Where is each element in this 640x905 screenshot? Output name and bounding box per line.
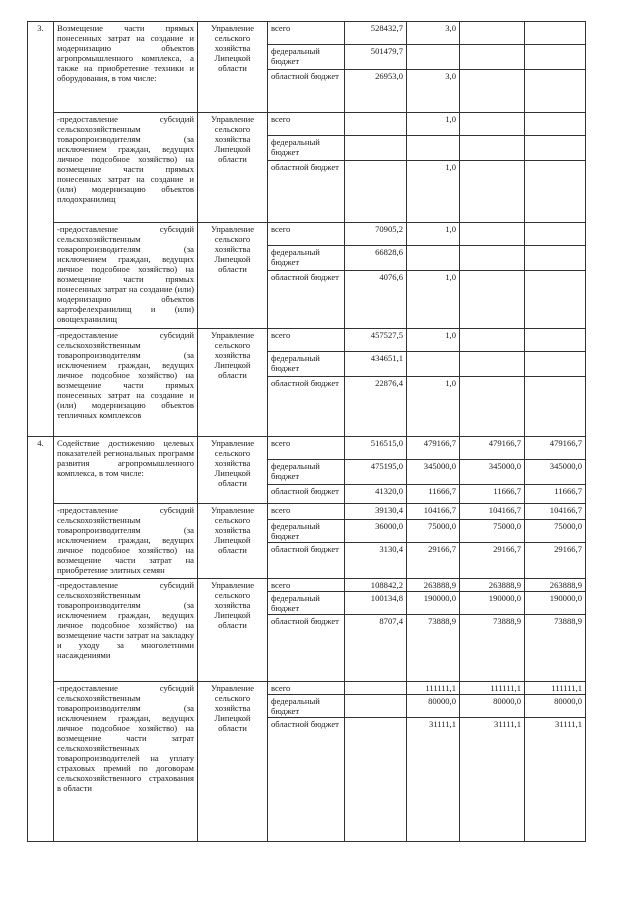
- value-cell: [345, 136, 407, 161]
- funding-source: всего: [268, 682, 345, 695]
- value-cell: 29166,7: [460, 543, 525, 579]
- value-cell: 73888,9: [460, 615, 525, 682]
- funding-source: федеральный бюджет: [268, 695, 345, 718]
- value-cell: [407, 352, 460, 377]
- value-cell: 1,0: [407, 271, 460, 329]
- value-cell: 345000,0: [460, 460, 525, 485]
- funding-source: федеральный бюджет: [268, 592, 345, 615]
- value-cell: 1,0: [407, 161, 460, 223]
- funding-source: всего: [268, 329, 345, 352]
- value-cell: 73888,9: [525, 615, 586, 682]
- section-number: 4.: [28, 437, 54, 842]
- value-cell: 41320,0: [345, 485, 407, 504]
- value-cell: 11666,7: [460, 485, 525, 504]
- value-cell: 190000,0: [407, 592, 460, 615]
- value-cell: 190000,0: [525, 592, 586, 615]
- funding-source: всего: [268, 113, 345, 136]
- value-cell: 345000,0: [525, 460, 586, 485]
- value-cell: 70905,2: [345, 223, 407, 246]
- funding-source: федеральный бюджет: [268, 246, 345, 271]
- value-cell: [345, 695, 407, 718]
- value-cell: 80000,0: [525, 695, 586, 718]
- value-cell: 80000,0: [460, 695, 525, 718]
- value-cell: 479166,7: [407, 437, 460, 460]
- value-cell: 434651,1: [345, 352, 407, 377]
- value-cell: [525, 223, 586, 246]
- table-row: [28, 504, 586, 520]
- value-cell: 111111,1: [407, 682, 460, 695]
- value-cell: [345, 682, 407, 695]
- value-cell: 11666,7: [525, 485, 586, 504]
- value-cell: 80000,0: [407, 695, 460, 718]
- value-cell: [525, 161, 586, 223]
- funding-source: областной бюджет: [268, 543, 345, 579]
- value-cell: [460, 136, 525, 161]
- funding-source: всего: [268, 504, 345, 520]
- table-row: [28, 682, 586, 695]
- value-cell: 104166,7: [460, 504, 525, 520]
- funding-source: областной бюджет: [268, 70, 345, 113]
- measure-name: Содействие достижению целевых показателей региональных программ развития агропромышленного комплекса, в том числе:: [54, 437, 198, 504]
- funding-source: всего: [268, 437, 345, 460]
- value-cell: 104166,7: [525, 504, 586, 520]
- measure-name: -предоставление субсидий сельскохозяйственным товаропроизводителям (за исключением граждан, ведущих личное подсобное хозяйство) на возмещение части затрат сельскохозяйственных товаропроизводителей на уплату страховых премий по договорам сельскохозяйственного страхования в области: [54, 682, 198, 842]
- value-cell: 75000,0: [407, 520, 460, 543]
- measure-name: -предоставление субсидий сельскохозяйственным товаропроизводителям (за исключением граждан, ведущих личное подсобное хозяйство) на возмещение части затрат на приобретение элитных семян: [54, 504, 198, 579]
- funding-source: всего: [268, 223, 345, 246]
- value-cell: 263888,9: [460, 579, 525, 592]
- executor: Управление сельского хозяйства Липецкой области: [198, 437, 268, 504]
- measure-name: Возмещение части прямых понесенных затрат на создание и модернизацию объектов агропромышленного комплекса, а также на приобретение техники и оборудования, в том числе:: [54, 22, 198, 113]
- value-cell: [460, 377, 525, 437]
- funding-source: федеральный бюджет: [268, 520, 345, 543]
- value-cell: [525, 70, 586, 113]
- value-cell: 1,0: [407, 377, 460, 437]
- value-cell: 31111,1: [525, 718, 586, 842]
- value-cell: [525, 22, 586, 45]
- value-cell: 528432,7: [345, 22, 407, 45]
- executor: Управление сельского хозяйства Липецкой области: [198, 223, 268, 329]
- value-cell: 501479,7: [345, 45, 407, 70]
- value-cell: [525, 271, 586, 329]
- table-row: [28, 437, 586, 460]
- value-cell: 516515,0: [345, 437, 407, 460]
- funding-source: областной бюджет: [268, 161, 345, 223]
- value-cell: 100134,8: [345, 592, 407, 615]
- value-cell: 111111,1: [460, 682, 525, 695]
- value-cell: 475195,0: [345, 460, 407, 485]
- value-cell: 31111,1: [460, 718, 525, 842]
- value-cell: [460, 45, 525, 70]
- value-cell: 263888,9: [525, 579, 586, 592]
- value-cell: 8707,4: [345, 615, 407, 682]
- value-cell: 3130,4: [345, 543, 407, 579]
- measure-name: -предоставление субсидий сельскохозяйственным товаропроизводителям (за исключением граждан, ведущих личное подсобное хозяйство) на возмещение части затрат на закладку и уходу за многолетними насаждениями: [54, 579, 198, 682]
- value-cell: 29166,7: [525, 543, 586, 579]
- value-cell: [407, 45, 460, 70]
- table-row: [28, 113, 586, 136]
- executor: Управление сельского хозяйства Липецкой области: [198, 22, 268, 113]
- value-cell: [345, 113, 407, 136]
- value-cell: [345, 161, 407, 223]
- measure-name: -предоставление субсидий сельскохозяйственным товаропроизводителям (за исключением граждан, ведущих личное подсобное хозяйство) на возмещение части прямых понесенных затрат на создание (или) модернизацию объектов картофелехранилищ и (или) овощехранилищ: [54, 223, 198, 329]
- value-cell: [460, 161, 525, 223]
- funding-source: областной бюджет: [268, 271, 345, 329]
- table-row: [28, 329, 586, 352]
- value-cell: 1,0: [407, 329, 460, 352]
- value-cell: [345, 718, 407, 842]
- value-cell: 73888,9: [407, 615, 460, 682]
- table-row: [28, 22, 586, 45]
- budget-table: [27, 21, 586, 842]
- value-cell: 75000,0: [525, 520, 586, 543]
- executor: Управление сельского хозяйства Липецкой области: [198, 504, 268, 579]
- measure-name: -предоставление субсидий сельскохозяйственным товаропроизводителям (за исключением граждан, ведущих личное подсобное хозяйство) на возмещение части прямых понесенных затрат на создание и (или) модернизацию объектов тепличных комплексов: [54, 329, 198, 437]
- value-cell: [460, 246, 525, 271]
- table-row: [28, 223, 586, 246]
- value-cell: [460, 70, 525, 113]
- value-cell: [525, 45, 586, 70]
- table-row: [28, 579, 586, 592]
- funding-source: федеральный бюджет: [268, 136, 345, 161]
- funding-source: областной бюджет: [268, 377, 345, 437]
- value-cell: [460, 22, 525, 45]
- value-cell: [460, 271, 525, 329]
- value-cell: 66828,6: [345, 246, 407, 271]
- value-cell: 26953,0: [345, 70, 407, 113]
- value-cell: 3,0: [407, 22, 460, 45]
- funding-source: областной бюджет: [268, 615, 345, 682]
- executor: Управление сельского хозяйства Липецкой области: [198, 113, 268, 223]
- value-cell: 479166,7: [460, 437, 525, 460]
- value-cell: [460, 329, 525, 352]
- value-cell: 345000,0: [407, 460, 460, 485]
- value-cell: [407, 136, 460, 161]
- value-cell: 263888,9: [407, 579, 460, 592]
- value-cell: 4076,6: [345, 271, 407, 329]
- value-cell: 29166,7: [407, 543, 460, 579]
- funding-source: всего: [268, 22, 345, 45]
- funding-source: федеральный бюджет: [268, 45, 345, 70]
- value-cell: 3,0: [407, 70, 460, 113]
- value-cell: 22876,4: [345, 377, 407, 437]
- executor: Управление сельского хозяйства Липецкой области: [198, 682, 268, 842]
- value-cell: [460, 113, 525, 136]
- value-cell: 104166,7: [407, 504, 460, 520]
- funding-source: федеральный бюджет: [268, 352, 345, 377]
- value-cell: [525, 329, 586, 352]
- value-cell: [525, 113, 586, 136]
- value-cell: [525, 246, 586, 271]
- value-cell: 75000,0: [460, 520, 525, 543]
- value-cell: [460, 352, 525, 377]
- value-cell: 1,0: [407, 223, 460, 246]
- value-cell: [460, 223, 525, 246]
- value-cell: 111111,1: [525, 682, 586, 695]
- value-cell: [525, 377, 586, 437]
- funding-source: федеральный бюджет: [268, 460, 345, 485]
- executor: Управление сельского хозяйства Липецкой области: [198, 329, 268, 437]
- value-cell: 31111,1: [407, 718, 460, 842]
- value-cell: [525, 352, 586, 377]
- funding-source: всего: [268, 579, 345, 592]
- funding-source: областной бюджет: [268, 718, 345, 842]
- value-cell: [407, 246, 460, 271]
- value-cell: 108842,2: [345, 579, 407, 592]
- value-cell: 457527,5: [345, 329, 407, 352]
- measure-name: -предоставление субсидий сельскохозяйственным товаропроизводителям (за исключением граждан, ведущих личное подсобное хозяйство) на возмещение части прямых понесенных затрат на создание и (или) модернизацию объектов плодохранилищ: [54, 113, 198, 223]
- executor: Управление сельского хозяйства Липецкой области: [198, 579, 268, 682]
- value-cell: 1,0: [407, 113, 460, 136]
- section-number: 3.: [28, 22, 54, 437]
- value-cell: 36000,0: [345, 520, 407, 543]
- value-cell: 190000,0: [460, 592, 525, 615]
- value-cell: 39130,4: [345, 504, 407, 520]
- value-cell: 11666,7: [407, 485, 460, 504]
- funding-source: областной бюджет: [268, 485, 345, 504]
- value-cell: 479166,7: [525, 437, 586, 460]
- value-cell: [525, 136, 586, 161]
